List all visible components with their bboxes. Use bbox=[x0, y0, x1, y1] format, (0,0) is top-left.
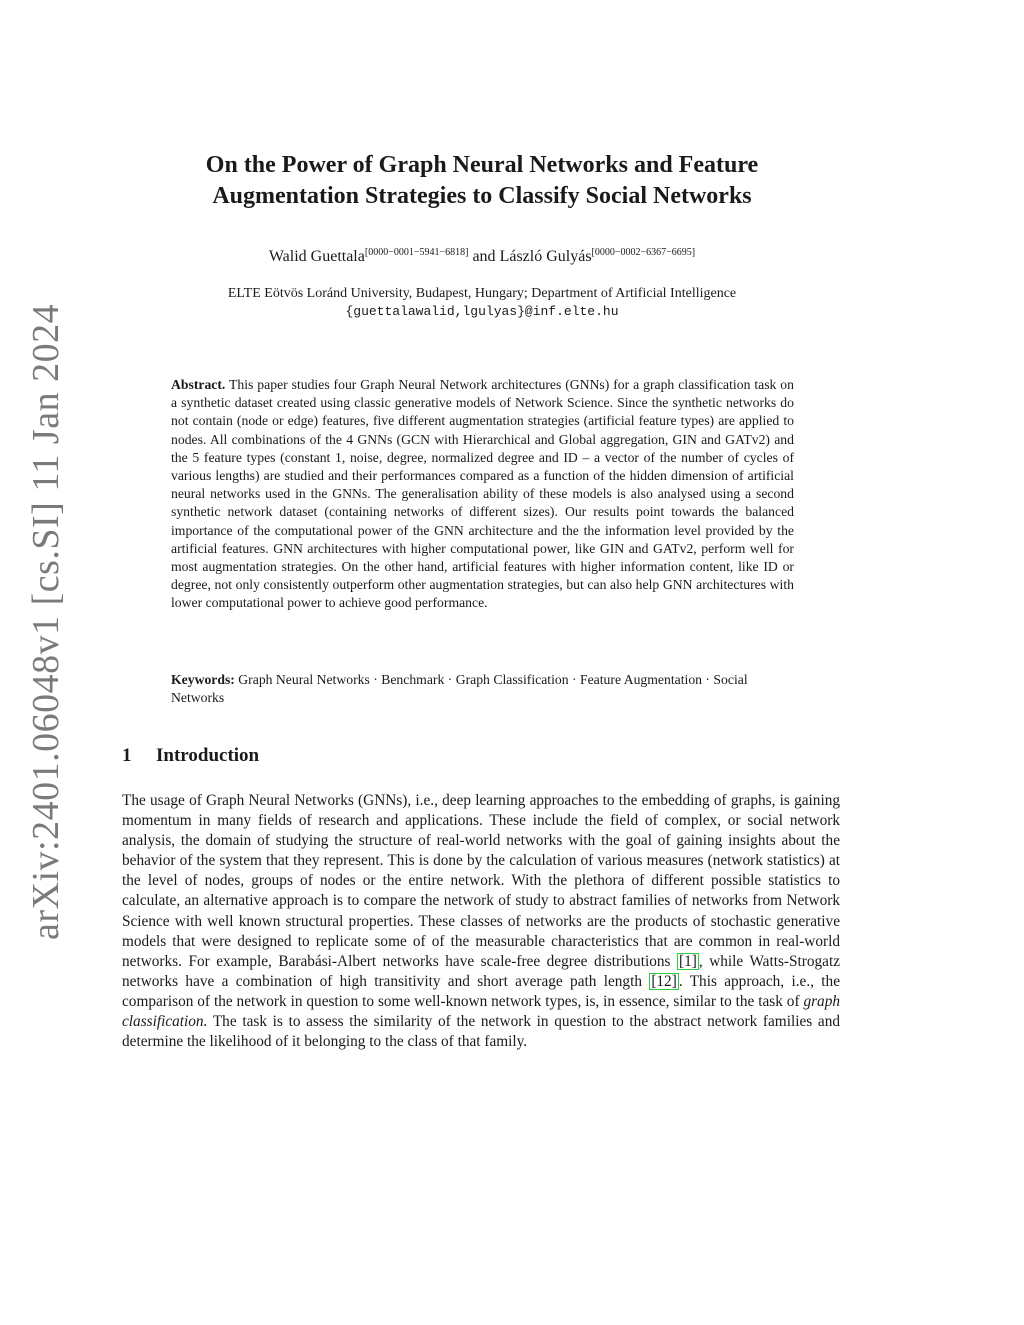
title-line-1: On the Power of Graph Neural Networks and Feature bbox=[205, 152, 759, 178]
arxiv-identifier-stamp: arXiv:2401.06048v1 [cs.SI] 11 Jan 2024 bbox=[25, 303, 67, 940]
paper-title bbox=[112, 150, 852, 212]
keywords bbox=[171, 671, 794, 707]
author-1-orcid: [0000−0001−5941−6818] bbox=[364, 247, 469, 258]
intro-text-4: The task is to assess the similarity of the network in question to the abstract network families and determine the likelihood of it belonging to the class of that family. bbox=[122, 1013, 840, 1051]
affiliation-block bbox=[112, 285, 852, 321]
abstract-text: This paper studies four Graph Neural Network architectures (GNNs) for a graph classification task on a synthetic dataset created using classic generative models of Network Science. Since the synthetic networks do not contain (node or edge) features, five different augmentation strategies (artificial feature types) are applied to nodes. All combinations of the 4 GNNs (GCN with Hierarchical and Global aggregation, GIN and GATv2) and the 5 feature types (constant 1, noise, degree, normalized degree and ID – a vector of the number of cycles of various lengths) are studied and their performances compared as a function of the hidden dimension of artificial neural networks used in the GNNs. The generalisation ability of these models is also analysed using a second synthetic network dataset (containing networks of different sizes). Our results point towards the balanced importance of the computational power of the GNN architecture and the the information level provided by the artificial features. GNN architectures with higher computational power, like GIN and GATv2, perform well for most augmentation strategies. On the other hand, artificial features with higher information content, like ID or degree, not only consistently outperform other augmentation strategies, but can also help GNN architectures with lower computational power to achieve good performance. bbox=[171, 377, 794, 611]
section-title: Introduction bbox=[156, 745, 260, 766]
intro-text-3: . This approach, i.e., the comparison of the network in question to some well-known network types, is, in essence, similar to the task of bbox=[122, 972, 840, 1010]
author-2: László Gulyás bbox=[499, 248, 592, 265]
author-emails: {guettalawalid,lgulyas}@inf.elte.hu bbox=[345, 304, 619, 319]
intro-text-1: The usage of Graph Neural Networks (GNNs), i.e., deep learning approaches to the embedding of graphs, is gaining momentum in many fields of research and applications. These include the field of complex, or social network analysis, the domain of studying the structure of real-world networks with the goal of gaining insights about the behavior of the system that they represent. This is done by the calculation of various measures (network statistics) at the level of nodes, groups of nodes or the entire network. With the plethora of different possible statistics to calculate, an alternative approach is to compare the network of study to abstract families of networks from Network Science with well known structural properties. These classes of networks are the products of stochastic generative models that were designed to replicate some of of the measurable characteristics that are common in real-world networks. For example, Barabási-Albert networks have scale-free degree distributions bbox=[122, 792, 840, 970]
intro-emphasis: graph classification. bbox=[122, 992, 840, 1031]
keywords-label: Keywords: bbox=[171, 672, 235, 687]
section-number: 1 bbox=[122, 745, 132, 766]
citation-link[interactable]: [1] bbox=[679, 952, 697, 970]
abstract-label: Abstract. bbox=[171, 377, 226, 392]
intro-text-2: , while Watts-Strogatz networks have a combination of high transitivity and short average path length bbox=[122, 952, 840, 990]
keywords-text: Graph Neural Networks · Benchmark · Graph Classification · Feature Augmentation · Social Networks bbox=[171, 672, 748, 706]
author-list bbox=[112, 247, 852, 266]
section-heading bbox=[122, 745, 259, 767]
title-line-2: Augmentation Strategies to Classify Social Networks bbox=[212, 183, 752, 209]
author-1: Walid Guettala bbox=[268, 248, 365, 265]
citation-link[interactable]: [12] bbox=[651, 972, 677, 990]
author-2-orcid: [0000−0002−6367−6695] bbox=[591, 247, 696, 258]
author-conjunction: and bbox=[468, 248, 500, 265]
introduction-paragraph bbox=[122, 791, 840, 1052]
affiliation-line: ELTE Eötvös Loránd University, Budapest, Hungary; Department of Artificial Intelligence bbox=[227, 286, 737, 301]
abstract bbox=[171, 376, 794, 613]
